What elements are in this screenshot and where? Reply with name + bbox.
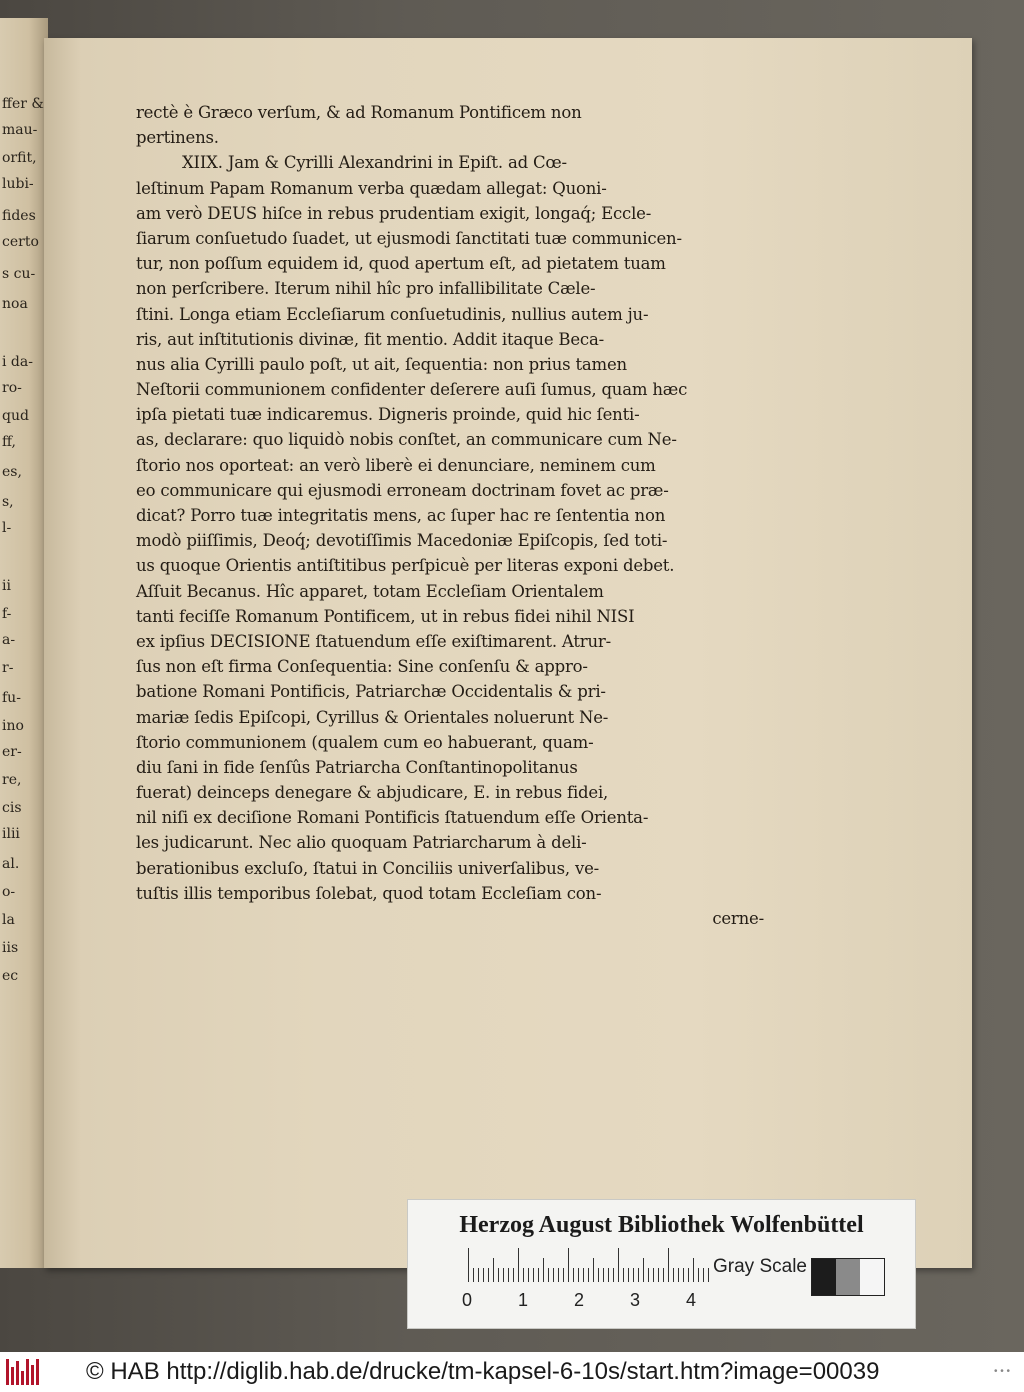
ruler-tick xyxy=(633,1268,634,1282)
text-line: tanti feciſſe Romanum Pontificem, ut in rebus fidei nihil NISI xyxy=(136,606,635,626)
text-line: ſtorio communionem (qualem cum eo habuerant, quam- xyxy=(136,732,594,752)
dots-icon: • • • xyxy=(993,1366,1010,1377)
ruler-tick xyxy=(623,1268,624,1282)
text-line: dicat? Porro tuæ integritatis mens, ac ſuper hac re ſententia non xyxy=(136,506,666,525)
text-line: berationibus excluſo, ſtatui in Conciliis univerſalibus, ve- xyxy=(136,858,600,878)
prev-page-fragment: mau- xyxy=(2,122,38,138)
prev-page-fragment: es, xyxy=(2,464,22,480)
text-line: XIIX. Jam & Cyrilli Alexandrini in Epiſt. ad Cœ- xyxy=(182,153,567,173)
ruler-tick xyxy=(548,1268,549,1282)
prev-page-fragment: al. xyxy=(2,856,20,872)
ruler-tick xyxy=(643,1258,644,1282)
prev-page-fragment: o- xyxy=(2,884,16,900)
text-line: nus alia Cyrilli paulo poſt, ut ait, ſequentia: non prius tamen xyxy=(136,354,627,374)
prev-page-fragment: cis xyxy=(2,800,22,816)
ruler-tick xyxy=(543,1258,544,1282)
ruler-number: 2 xyxy=(574,1290,585,1310)
ruler-tick xyxy=(628,1268,629,1282)
text-line: cerne- xyxy=(712,909,764,928)
library-name: Herzog August Bibliothek Wolfenbüttel xyxy=(459,1212,864,1238)
ruler-tick xyxy=(478,1268,479,1282)
prev-page-fragment: orfit, xyxy=(2,150,37,166)
text-line: as, declarare: quo liquidò nobis conſtet, an communicare cum Ne- xyxy=(136,430,677,450)
copyright-link[interactable]: © HAB http://diglib.hab.de/drucke/tm-kapsel-6-10s/start.htm?image=00039 xyxy=(86,1358,880,1385)
ruler-tick xyxy=(593,1258,594,1282)
ruler-tick xyxy=(493,1258,494,1282)
ruler-tick xyxy=(583,1268,584,1282)
text-line: pertinens. xyxy=(136,128,219,148)
text-line: ſus non eſt firma Conſequentia: Sine conſenſu & appro- xyxy=(136,657,588,677)
prev-page-fragment: s cu- xyxy=(2,266,36,282)
ruler-tick xyxy=(518,1248,519,1282)
ruler-tick xyxy=(573,1268,574,1282)
text-line: ipſa pietati tuæ indicaremus. Digneris proinde, quid hic ſenti- xyxy=(136,405,640,425)
ruler-tick xyxy=(498,1268,499,1282)
ruler-tick xyxy=(658,1268,659,1282)
text-line: batione Romani Pontificis, Patriarchæ Occidentalis & pri- xyxy=(136,682,606,702)
ruler-tick xyxy=(578,1268,579,1282)
ruler-tick xyxy=(483,1268,484,1282)
text-line: tuſtis illis temporibus ſolebat, quod totam Eccleſiam con- xyxy=(136,883,602,903)
gray-scale-label: Gray Scale xyxy=(713,1256,807,1277)
ruler-tick xyxy=(588,1268,589,1282)
prev-page-fragment: f- xyxy=(2,606,12,622)
ruler-tick xyxy=(568,1248,569,1282)
text-line: rectè è Græco verſum, & ad Romanum Pontificem non xyxy=(136,103,582,122)
prev-page-fragment: iis xyxy=(2,940,19,956)
page-text xyxy=(136,100,764,931)
ruler-tick xyxy=(598,1268,599,1282)
text-line: ſtini. Longa etiam Eccleſiarum conſuetudinis, nullius autem ju- xyxy=(136,304,649,324)
prev-page-fragment: lubi- xyxy=(2,176,34,192)
prev-page-fragment: la xyxy=(2,912,15,928)
ruler-tick xyxy=(603,1268,604,1282)
ruler-number: 4 xyxy=(686,1290,697,1310)
prev-page-fragment: fides xyxy=(2,208,36,224)
text-line: ſtorio nos oporteat: an verò liberè ei denunciare, neminem cum xyxy=(136,455,656,475)
ruler-tick xyxy=(678,1268,679,1282)
ruler-tick xyxy=(528,1268,529,1282)
ruler-tick xyxy=(648,1268,649,1282)
ruler-tick xyxy=(703,1268,704,1282)
prev-page-fragment: certo xyxy=(2,234,39,250)
text-line: diu ſani in fide ſenſûs Patriarcha Conſtantinopolitanus xyxy=(136,757,578,777)
ruler-tick xyxy=(708,1268,709,1282)
ruler-number: 1 xyxy=(518,1290,529,1310)
ruler-tick xyxy=(668,1248,669,1282)
prev-page-fragment: ro- xyxy=(2,380,22,396)
prev-page-fragment: ffer & xyxy=(2,96,44,112)
color-calibration-card xyxy=(407,1199,916,1329)
ruler-tick xyxy=(638,1268,639,1282)
book-page xyxy=(44,38,972,1268)
ruler-number: 3 xyxy=(630,1290,641,1310)
prev-page-fragment: s, xyxy=(2,494,14,510)
ruler-tick xyxy=(688,1268,689,1282)
prev-page-fragment: er- xyxy=(2,744,22,760)
text-line: Aſſuit Becanus. Hîc apparet, totam Eccleſiam Orientalem xyxy=(136,581,604,601)
ruler-tick xyxy=(508,1268,509,1282)
text-line: non perſcribere. Iterum nihil hîc pro infallibilitate Cæle- xyxy=(136,279,596,299)
text-line: tur, non poſſum equidem id, quod apertum eſt, ad pietatem tuam xyxy=(136,254,666,274)
prev-page-fragment: re, xyxy=(2,772,22,788)
prev-page-fragment: ilii xyxy=(2,826,20,842)
prev-page-fragment: ff, xyxy=(2,434,16,450)
text-line: fuerat) deinceps denegare & abjudicare, E. in rebus fidei, xyxy=(136,783,609,803)
text-line: leſtinum Papam Romanum verba quædam allegat: Quoni- xyxy=(136,178,607,198)
ruler-tick xyxy=(613,1268,614,1282)
ruler-tick xyxy=(608,1268,609,1282)
prev-page-fragment: l- xyxy=(2,520,12,536)
ruler-tick xyxy=(538,1268,539,1282)
ruler-tick xyxy=(553,1268,554,1282)
ruler-tick xyxy=(473,1268,474,1282)
prev-page-fragment: fu- xyxy=(2,690,21,706)
footer-bar xyxy=(0,1352,1024,1392)
gray-scale-swatches xyxy=(811,1258,885,1296)
prev-page-fragment: ec xyxy=(2,968,19,984)
text-line: ris, aut inſtitutionis divinæ, fit mentio. Addit itaque Beca- xyxy=(136,329,604,349)
ruler-tick xyxy=(683,1268,684,1282)
previous-page-edge xyxy=(0,18,48,1268)
text-line: ex ipſius DECISIONE ſtatuendum eſſe exiſtimarent. Atrur- xyxy=(136,631,611,651)
text-line: us quoque Orientis antiſtitibus perſpicuè per literas exponi debet. xyxy=(136,556,675,576)
text-line: ſiarum conſuetudo ſuadet, ut ejusmodi ſanctitati tuæ communicen- xyxy=(136,228,682,248)
prev-page-fragment: noa xyxy=(2,296,28,312)
text-line: mariæ ſedis Epiſcopi, Cyrillus & Orientales noluerunt Ne- xyxy=(136,707,609,727)
text-line: modò piiſſimis, Deoq́; devotiſſimis Macedoniæ Epiſcopis, ſed toti- xyxy=(136,531,668,551)
ruler-tick xyxy=(503,1268,504,1282)
gray-swatch xyxy=(836,1259,860,1295)
ruler xyxy=(468,1248,708,1282)
ruler-tick xyxy=(618,1248,619,1282)
ruler-tick xyxy=(558,1268,559,1282)
prev-page-fragment: a- xyxy=(2,632,16,648)
gray-swatch xyxy=(860,1259,884,1295)
text-line: am verò DEUS hiſce in rebus prudentiam exigit, longaq́; Eccle- xyxy=(136,203,652,223)
ruler-tick xyxy=(693,1258,694,1282)
ruler-tick xyxy=(663,1268,664,1282)
text-line: nil niſi ex deciſione Romani Pontificis ſtatuendum eſſe Orienta- xyxy=(136,808,649,828)
ruler-tick xyxy=(698,1268,699,1282)
gray-swatch xyxy=(812,1259,836,1295)
ruler-tick xyxy=(673,1268,674,1282)
ruler-number: 0 xyxy=(462,1290,473,1310)
prev-page-fragment: ino xyxy=(2,718,24,734)
text-line: les judicarunt. Nec alio quoquam Patriarcharum à deli- xyxy=(136,833,587,853)
ruler-tick xyxy=(468,1248,469,1282)
text-line: Neſtorii communionem confidenter deſerere auſi ſumus, quam hæc xyxy=(136,380,688,400)
prev-page-fragment: r- xyxy=(2,660,14,676)
ruler-tick xyxy=(523,1268,524,1282)
prev-page-fragment: ii xyxy=(2,578,11,594)
ruler-tick xyxy=(533,1268,534,1282)
ruler-tick xyxy=(513,1268,514,1282)
prev-page-fragment: qud xyxy=(2,408,29,424)
prev-page-fragment: i da- xyxy=(2,354,33,370)
ruler-tick xyxy=(653,1268,654,1282)
ruler-tick xyxy=(563,1268,564,1282)
text-line: eo communicare qui ejusmodi erroneam doctrinam fovet ac præ- xyxy=(136,480,669,500)
ruler-tick xyxy=(488,1268,489,1282)
hab-logo-icon xyxy=(6,1359,46,1385)
